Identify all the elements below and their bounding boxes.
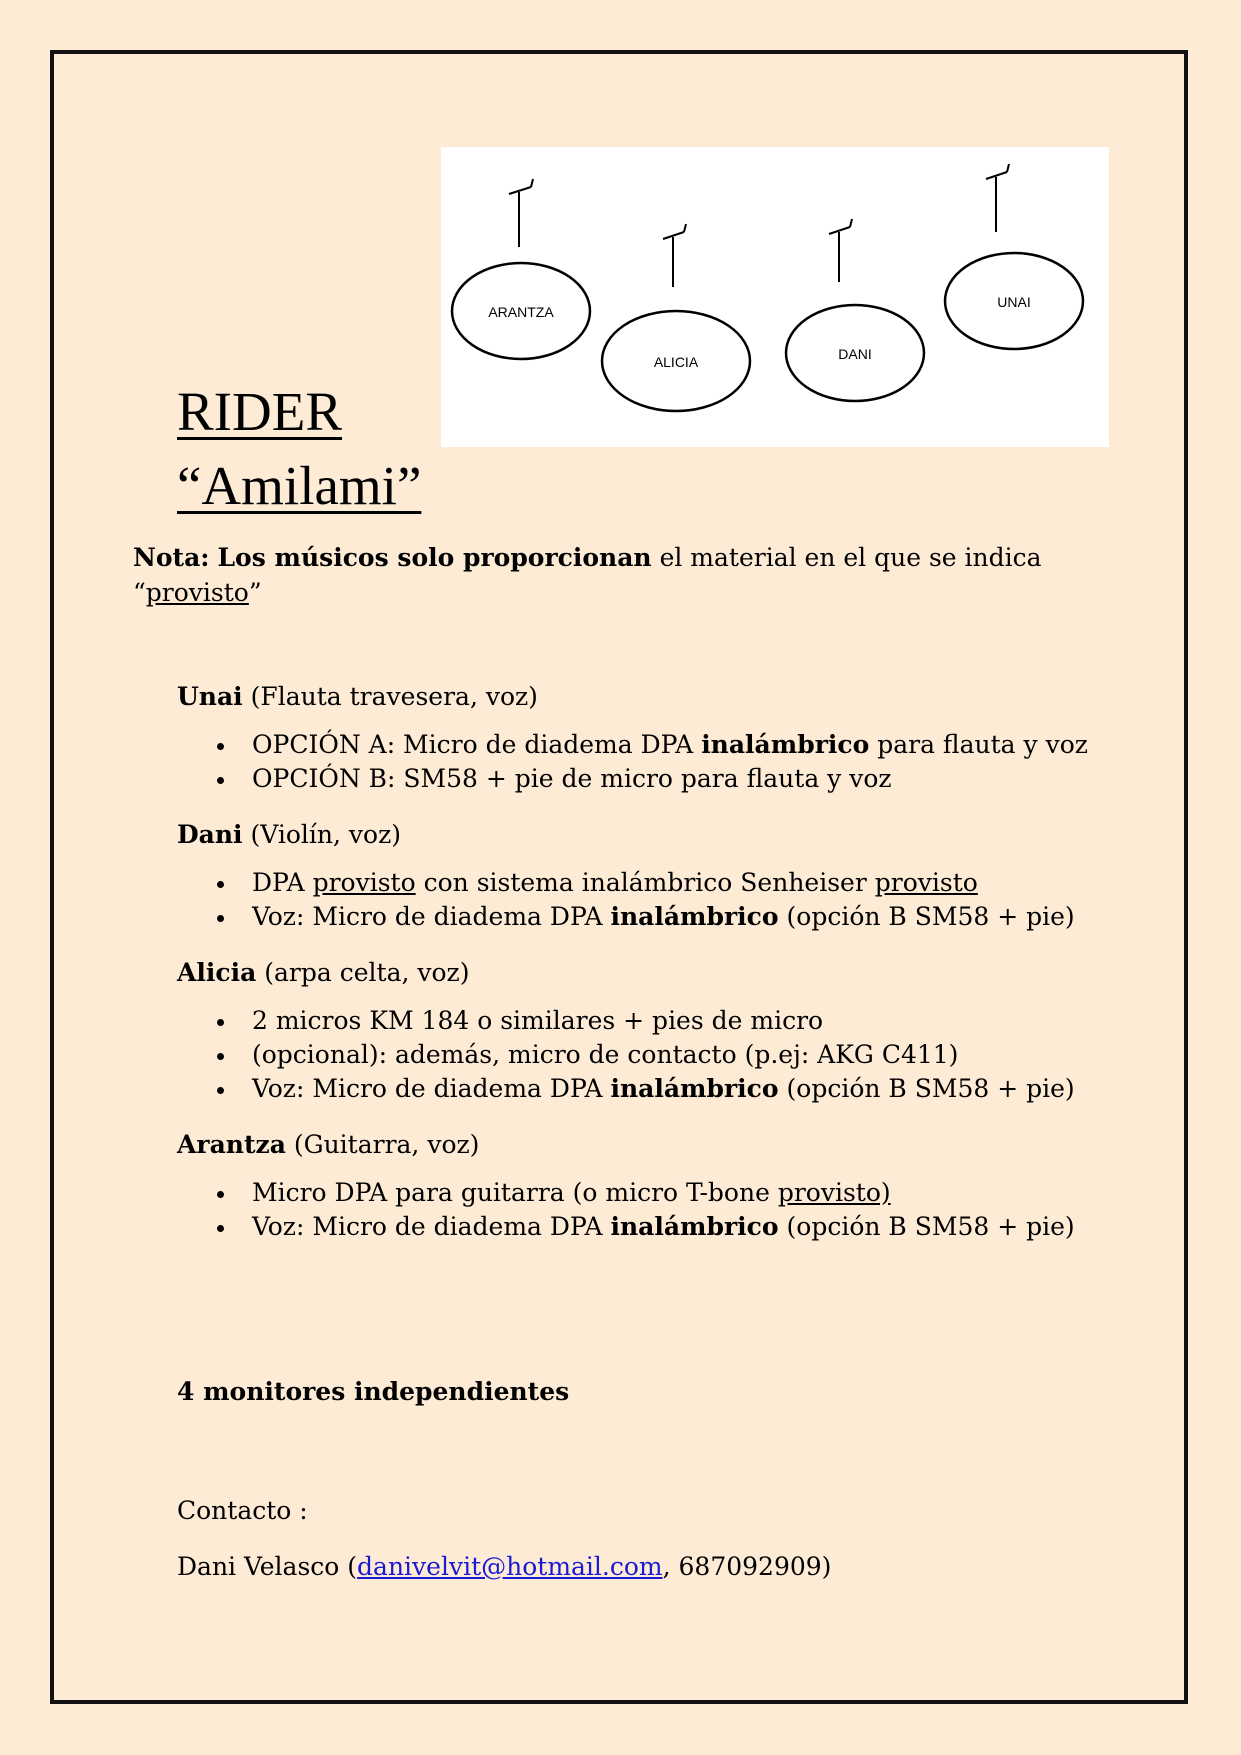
- item-bold: inalámbrico: [610, 902, 779, 931]
- contact-details: [177, 1552, 831, 1581]
- musician-section-unai: [177, 680, 1117, 796]
- contact-email-link[interactable]: danivelvit@hotmail.com: [357, 1552, 663, 1581]
- mic-stand-icon: [829, 219, 852, 282]
- list-item: [252, 1210, 1117, 1244]
- musician-heading: [177, 818, 1117, 852]
- item-bold: inalámbrico: [610, 1212, 779, 1241]
- item-text: para flauta y voz: [869, 730, 1088, 759]
- item-text: Voz: Micro de diadema DPA: [252, 1074, 611, 1103]
- item-text: (opción B SM58 + pie): [778, 902, 1075, 931]
- list-item: [252, 1004, 1117, 1038]
- item-underlined: provisto): [777, 1178, 891, 1207]
- note-keyword: provisto: [145, 578, 249, 607]
- equipment-items: [177, 1176, 1117, 1244]
- item-text: OPCIÓN A: Micro de diadema DPA: [252, 730, 702, 759]
- list-item: [252, 1038, 1117, 1072]
- contact-phone: , 687092909): [662, 1552, 832, 1581]
- item-underlined: provisto: [874, 868, 978, 897]
- item-text: OPCIÓN B: SM58 + pie de micro para flauta y voz: [252, 764, 892, 793]
- equipment-items: [177, 866, 1117, 934]
- mic-stand-icon: [509, 179, 533, 247]
- musician-section-dani: [177, 818, 1117, 934]
- note-open-quote: “: [133, 578, 146, 607]
- mic-stand-icon: [663, 224, 686, 287]
- musician-role: (Flauta travesera, voz): [250, 682, 538, 711]
- musician-label: UNAI: [997, 294, 1031, 310]
- list-item: [252, 762, 1117, 796]
- list-item: [252, 900, 1117, 934]
- stage-plot-diagram: [441, 147, 1109, 447]
- item-text: Voz: Micro de diadema DPA: [252, 902, 611, 931]
- musician-section-arantza: [177, 1128, 1117, 1244]
- item-text: Micro DPA para guitarra (o micro T-bone: [252, 1178, 778, 1207]
- item-text: (opción B SM58 + pie): [778, 1074, 1075, 1103]
- title-line-2: “Amilami”: [177, 455, 422, 516]
- equipment-items: [177, 728, 1117, 796]
- item-bold: inalámbrico: [701, 730, 870, 759]
- monitors-requirement: 4 monitores independientes: [177, 1377, 570, 1406]
- item-text: 2 micros KM 184 o similares + pies de micro: [252, 1006, 824, 1035]
- list-item: [252, 866, 1117, 900]
- title-line-1: RIDER: [177, 381, 342, 442]
- note-label: Nota:: [133, 543, 210, 572]
- musician-name: Arantza: [177, 1130, 286, 1159]
- musician-heading: [177, 680, 1117, 714]
- musician-role: (Guitarra, voz): [293, 1130, 480, 1159]
- item-text: (opcional): además, micro de contacto (p.ej: AKG C411): [252, 1040, 959, 1069]
- mic-stand-icon: [986, 164, 1009, 232]
- musician-label: DANI: [838, 346, 872, 362]
- item-text: Voz: Micro de diadema DPA: [252, 1212, 611, 1241]
- item-text: con sistema inalámbrico Senheiser: [415, 868, 875, 897]
- item-underlined: provisto: [312, 868, 416, 897]
- musician-label: ALICIA: [653, 354, 699, 370]
- list-item: [252, 728, 1117, 762]
- item-text: (opción B SM58 + pie): [778, 1212, 1075, 1241]
- musician-heading: [177, 1128, 1117, 1162]
- note-close-quote: ”: [248, 578, 262, 607]
- musician-name: Dani: [177, 820, 243, 849]
- musician-role: (arpa celta, voz): [264, 958, 470, 987]
- musician-name: Unai: [177, 682, 243, 711]
- item-text: DPA: [252, 868, 313, 897]
- musician-section-alicia: [177, 956, 1117, 1106]
- list-item: [252, 1176, 1117, 1210]
- musician-role: (Violín, voz): [250, 820, 402, 849]
- document-title: [177, 375, 421, 523]
- musician-name: Alicia: [177, 958, 257, 987]
- equipment-items: [177, 1004, 1117, 1106]
- note-bold-text: Los músicos solo proporcionan: [217, 543, 652, 572]
- equipment-list: [177, 680, 1117, 1266]
- item-bold: inalámbrico: [610, 1074, 779, 1103]
- musician-heading: [177, 956, 1117, 990]
- note-text: el material en el que se indica: [659, 543, 1042, 572]
- contact-name: Dani Velasco (: [177, 1552, 358, 1581]
- note-paragraph: [133, 540, 1073, 610]
- contact-label: Contacto :: [177, 1496, 308, 1525]
- musician-label: ARANTZA: [488, 304, 554, 320]
- list-item: [252, 1072, 1117, 1106]
